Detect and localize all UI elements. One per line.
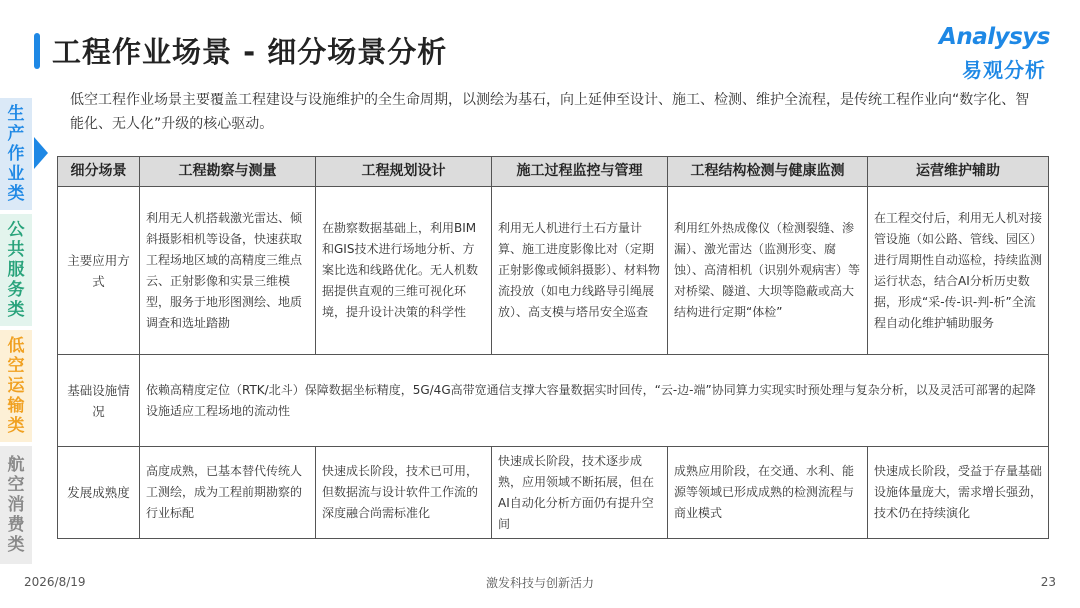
side-tab-label: 公共服务类 [7, 220, 25, 320]
footer-slogan: 激发科技与创新活力 [485, 576, 594, 590]
side-tab-label: 航空消费类 [7, 455, 25, 555]
page-number: 23 [1040, 575, 1056, 589]
table-header-row [58, 157, 1049, 187]
table-cell: 快速成长阶段，技术已可用，但数据流与设计软件工作流的深度融合尚需标准化 [316, 447, 492, 539]
header-cell: 运营维护辅助 [868, 157, 1049, 187]
title-accent-bar [34, 33, 40, 69]
table-cell: 成熟应用阶段，在交通、水利、能源等领域已形成成熟的检测流程与商业模式 [668, 447, 868, 539]
active-tab-arrow-icon [34, 137, 48, 169]
logo-chinese: 易观分析 [962, 58, 1046, 82]
header-cell: 工程勘察与测量 [140, 157, 316, 187]
logo-english: Analysys [939, 24, 1050, 50]
header-cell: 工程规划设计 [316, 157, 492, 187]
row-label: 基础设施情况 [58, 355, 140, 447]
side-tab-production[interactable] [0, 98, 32, 210]
table-cell: 利用无人机进行土石方量计算、施工进度影像比对（定期正射影像或倾斜摄影）、材料物流投放（如电力线路导引绳展放）、高支模与塔吊安全巡查 [492, 187, 668, 355]
row-label: 主要应用方式 [58, 187, 140, 355]
table-cell: 高度成熟，已基本替代传统人工测绘，成为工程前期勘察的行业标配 [140, 447, 316, 539]
table-cell: 利用无人机搭载激光雷达、倾斜摄影相机等设备，快速获取工程场地区域的高精度三维点云、正射影像和实景三维模型，服务于地形图测绘、地质调查和选址踏勘 [140, 187, 316, 355]
table-row [58, 355, 1049, 447]
header-cell: 细分场景 [58, 157, 140, 187]
header-cell: 工程结构检测与健康监测 [668, 157, 868, 187]
side-tab-consumer[interactable] [0, 446, 32, 564]
intro-paragraph: 低空工程作业场景主要覆盖工程建设与设施维护的全生命周期，以测绘为基石，向上延伸至设计、施工、检测、维护全流程，是传统工程作业向“数字化、智能化、无人化”升级的核心驱动。 [70, 92, 1030, 132]
header-cell: 施工过程监控与管理 [492, 157, 668, 187]
analysys-logo [932, 24, 1050, 84]
side-tab-label: 低空运输类 [7, 336, 25, 436]
side-tab-public-service[interactable] [0, 214, 32, 326]
row-label: 发展成熟度 [58, 447, 140, 539]
footer-date: 2026/8/19 [24, 575, 86, 589]
table-cell: 快速成长阶段，技术逐步成熟，应用领域不断拓展，但在AI自动化分析方面仍有提升空间 [492, 447, 668, 539]
scenario-table [57, 156, 1049, 539]
table-cell-merged: 依赖高精度定位（RTK/北斗）保障数据坐标精度，5G/4G高带宽通信支撑大容量数据实时回传，“云-边-端”协同算力实现实时预处理与复杂分析，以及灵活可部署的起降设施适应工程场地的流动性 [140, 355, 1049, 447]
side-tab-transport[interactable] [0, 330, 32, 442]
table-cell: 在勘察数据基础上，利用BIM和GIS技术进行场地分析、方案比选和线路优化。无人机数据提供直观的三维可视化环境，提升设计决策的科学性 [316, 187, 492, 355]
table-cell: 快速成长阶段，受益于存量基础设施体量庞大，需求增长强劲，技术仍在持续演化 [868, 447, 1049, 539]
table-cell: 利用红外热成像仪（检测裂缝、渗漏）、激光雷达（监测形变、腐蚀）、高清相机（识别外观病害）等对桥梁、隧道、大坝等隐蔽或高大结构进行定期“体检” [668, 187, 868, 355]
table-row [58, 447, 1049, 539]
side-tab-label: 生产作业类 [7, 104, 25, 204]
page-title: 工程作业场景 - 细分场景分析 [52, 35, 448, 69]
table-row [58, 187, 1049, 355]
table-cell: 在工程交付后，利用无人机对接管设施（如公路、管线、园区）进行周期性自动巡检，持续监测运行状态，结合AI分析历史数据，形成“采-传-识-判-析”全流程自动化维护辅助服务 [868, 187, 1049, 355]
